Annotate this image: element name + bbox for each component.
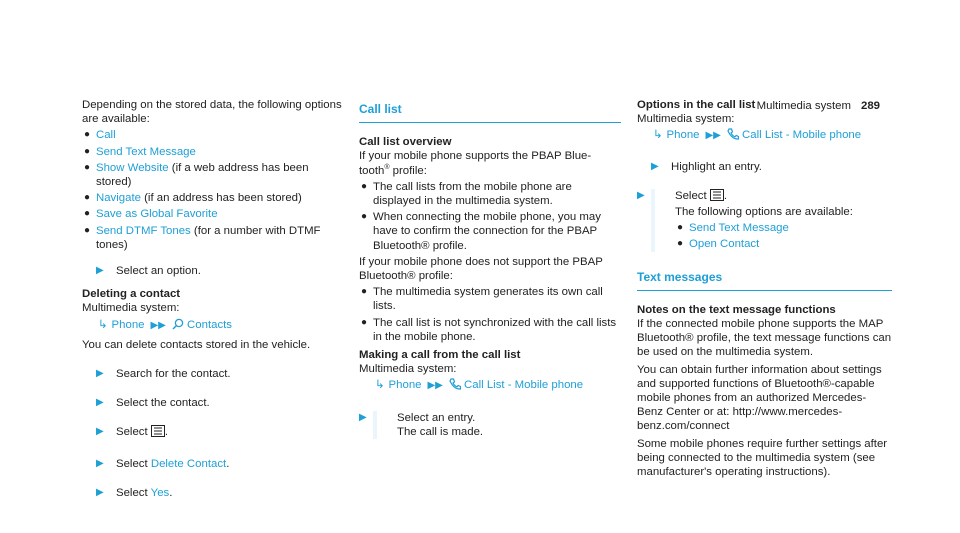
following-text: The following options are available: <box>675 206 853 219</box>
overview-text-a: If your mobile phone supports the PBAP Blue-tooth <box>359 150 592 177</box>
bullet-text: The call list is not synchronized with the call lists in the mobile phone. <box>373 316 617 343</box>
menu-path <box>375 378 621 394</box>
step-arrow-icon: ▶ <box>96 397 104 409</box>
page-number: 289 <box>860 100 880 112</box>
chevron-icon: ▶▶ <box>705 130 721 142</box>
menu-icon <box>151 425 165 441</box>
list-item: ● Call <box>84 129 116 142</box>
step-arrow-icon: ▶ <box>637 189 645 201</box>
step-text: Select an option. <box>116 265 201 278</box>
step <box>96 264 344 278</box>
path-arrow-icon: ↳ <box>653 129 663 142</box>
step: ▶ Select Delete Contact. <box>96 457 230 470</box>
list-item: ● Send DTMF Tones (for a number with DTMF tones) <box>84 224 321 251</box>
step-arrow-icon: ▶ <box>359 411 367 423</box>
phone-icon <box>727 128 739 144</box>
path-call-list[interactable]: Call List - Mobile phone <box>464 379 584 392</box>
chevron-icon: ▶▶ <box>427 380 443 392</box>
menu-path <box>653 128 892 144</box>
menu-path <box>98 318 344 334</box>
overview-text: If your mobile phone supports the PBAP Blue-tooth® profile: <box>359 150 592 177</box>
step-text: Select <box>116 426 148 439</box>
yes-link[interactable]: Yes <box>150 486 170 499</box>
delete-text: You can delete contacts stored in the vehicle. <box>82 338 311 351</box>
path-phone[interactable]: Phone <box>666 129 700 142</box>
list-item: ● Open Contact <box>677 238 760 251</box>
multimedia-system-label: Multimedia system: <box>359 363 457 376</box>
step-arrow-icon: ▶ <box>651 160 659 172</box>
list-item: ● Send Text Message <box>84 145 196 158</box>
step <box>96 396 344 410</box>
options-heading: Options in the call list <box>637 99 756 111</box>
delete-heading: Deleting a contact <box>82 288 181 301</box>
list-item: ● Send Text Message <box>677 222 789 235</box>
option-link[interactable]: Call <box>96 129 116 142</box>
step-arrow-icon: ▶ <box>96 265 104 277</box>
path-contacts[interactable]: Contacts <box>187 318 232 331</box>
notes-heading: Notes on the text message functions <box>637 303 836 316</box>
step-text: Select <box>675 189 707 202</box>
column-1 <box>82 98 344 509</box>
step-arrow-icon: ▶ <box>96 368 104 380</box>
list-item: ● The call lists from the mobile phone are displayed in the multimedia system. <box>361 180 572 208</box>
phone-icon <box>449 378 461 394</box>
option-note: (if a web address has been stored) <box>96 161 309 189</box>
option-link[interactable]: Open Contact <box>689 238 760 251</box>
step-text: Select <box>116 457 148 470</box>
path-call-list[interactable]: Call List - Mobile phone <box>742 129 862 142</box>
section-title-call-list: Call list <box>359 102 621 123</box>
column-2 <box>359 98 621 448</box>
bullet-text: When connecting the mobile phone, you may have to confirm the connection for the PBAP Bluetooth® profile. <box>373 211 601 252</box>
not-support-text: If your mobile phone does not support the PBAP Bluetooth® profile: <box>359 255 603 283</box>
intro-text: Depending on the stored data, the following options are available: <box>82 99 342 126</box>
step-text: Select an entry. <box>397 411 476 424</box>
step-text: Search for the contact. <box>116 368 231 381</box>
list-item: ● The call list is not synchronized with the call lists in the mobile phone. <box>361 316 617 343</box>
step: ▶ Select . The following options are available: ● Send Text Message ● Open Contact <box>651 189 892 252</box>
menu-icon <box>710 189 724 205</box>
option-link[interactable]: Send Text Message <box>689 222 789 235</box>
option-link[interactable]: Show Website <box>96 161 169 174</box>
option-list <box>82 128 344 252</box>
step-result: The call is made. <box>397 425 484 438</box>
bullet-list <box>359 180 621 253</box>
list-item: ● The multimedia system generates its own call lists. <box>361 286 603 313</box>
list-item: ● Save as Global Favorite <box>84 208 218 221</box>
notes-paragraph: Some mobile phones require further settings after being connected to the multimedia system (see manufacturer's operating instructions). <box>637 437 888 479</box>
step-arrow-icon: ▶ <box>96 426 104 438</box>
path-arrow-icon: ↳ <box>98 318 108 331</box>
step-text: Select the contact. <box>116 397 210 410</box>
section-title-text-messages: Text messages <box>637 270 892 291</box>
notes-paragraph: You can obtain further information about settings and supported functions of Bluetooth®-capable mobile phones from an authorized Mercedes-Benz Center or at: http://www.mercedes-benz.com/connect <box>637 363 882 433</box>
header-section: Multimedia system <box>756 100 851 112</box>
overview-heading: Call list overview <box>359 136 452 149</box>
path-phone[interactable]: Phone <box>388 379 422 392</box>
step <box>651 160 892 174</box>
step-arrow-icon: ▶ <box>96 486 104 498</box>
bullet-text: The multimedia system generates its own call lists. <box>373 286 603 313</box>
step: ▶ Select Yes. <box>96 486 173 499</box>
step-text: Highlight an entry. <box>671 160 762 173</box>
option-note: (for a number with DTMF tones) <box>96 224 321 251</box>
step <box>96 367 344 381</box>
path-phone[interactable]: Phone <box>111 318 145 331</box>
list-item: ● Show Website (if a web address has been stored) <box>84 161 309 189</box>
step-arrow-icon: ▶ <box>96 457 104 469</box>
option-list <box>675 221 892 251</box>
step: ▶ Select . <box>96 425 344 441</box>
chevron-icon: ▶▶ <box>150 319 166 331</box>
step-text: Select <box>116 486 148 499</box>
option-note: (if an address has been stored) <box>140 192 302 205</box>
overview-text-b: profile: <box>389 164 427 177</box>
option-link[interactable]: Send Text Message <box>96 145 196 158</box>
delete-contact-link[interactable]: Delete Contact <box>150 457 227 470</box>
option-link[interactable]: Send DTMF Tones <box>96 224 191 237</box>
bullet-text: The call lists from the mobile phone are displayed in the multimedia system. <box>373 180 572 208</box>
path-arrow-icon: ↳ <box>375 379 385 392</box>
multimedia-system-label: Multimedia system: <box>637 113 735 126</box>
option-link[interactable]: Save as Global Favorite <box>96 208 218 221</box>
option-link[interactable]: Navigate <box>96 192 141 205</box>
multimedia-system-label: Multimedia system: <box>82 302 180 315</box>
column-3 <box>637 98 892 479</box>
making-heading: Making a call from the call list <box>359 349 521 362</box>
notes-paragraph: If the connected mobile phone supports the MAP Bluetooth® profile, the text message functions can be used on the multimedia system. <box>637 318 892 359</box>
search-icon <box>172 318 184 334</box>
step <box>359 411 621 439</box>
bullet-list <box>359 285 621 344</box>
list-item: ● Navigate (if an address has been stored) <box>84 192 302 205</box>
list-item: ● When connecting the mobile phone, you may have to confirm the connection for the PBAP Bluetooth® profile. <box>361 211 601 252</box>
